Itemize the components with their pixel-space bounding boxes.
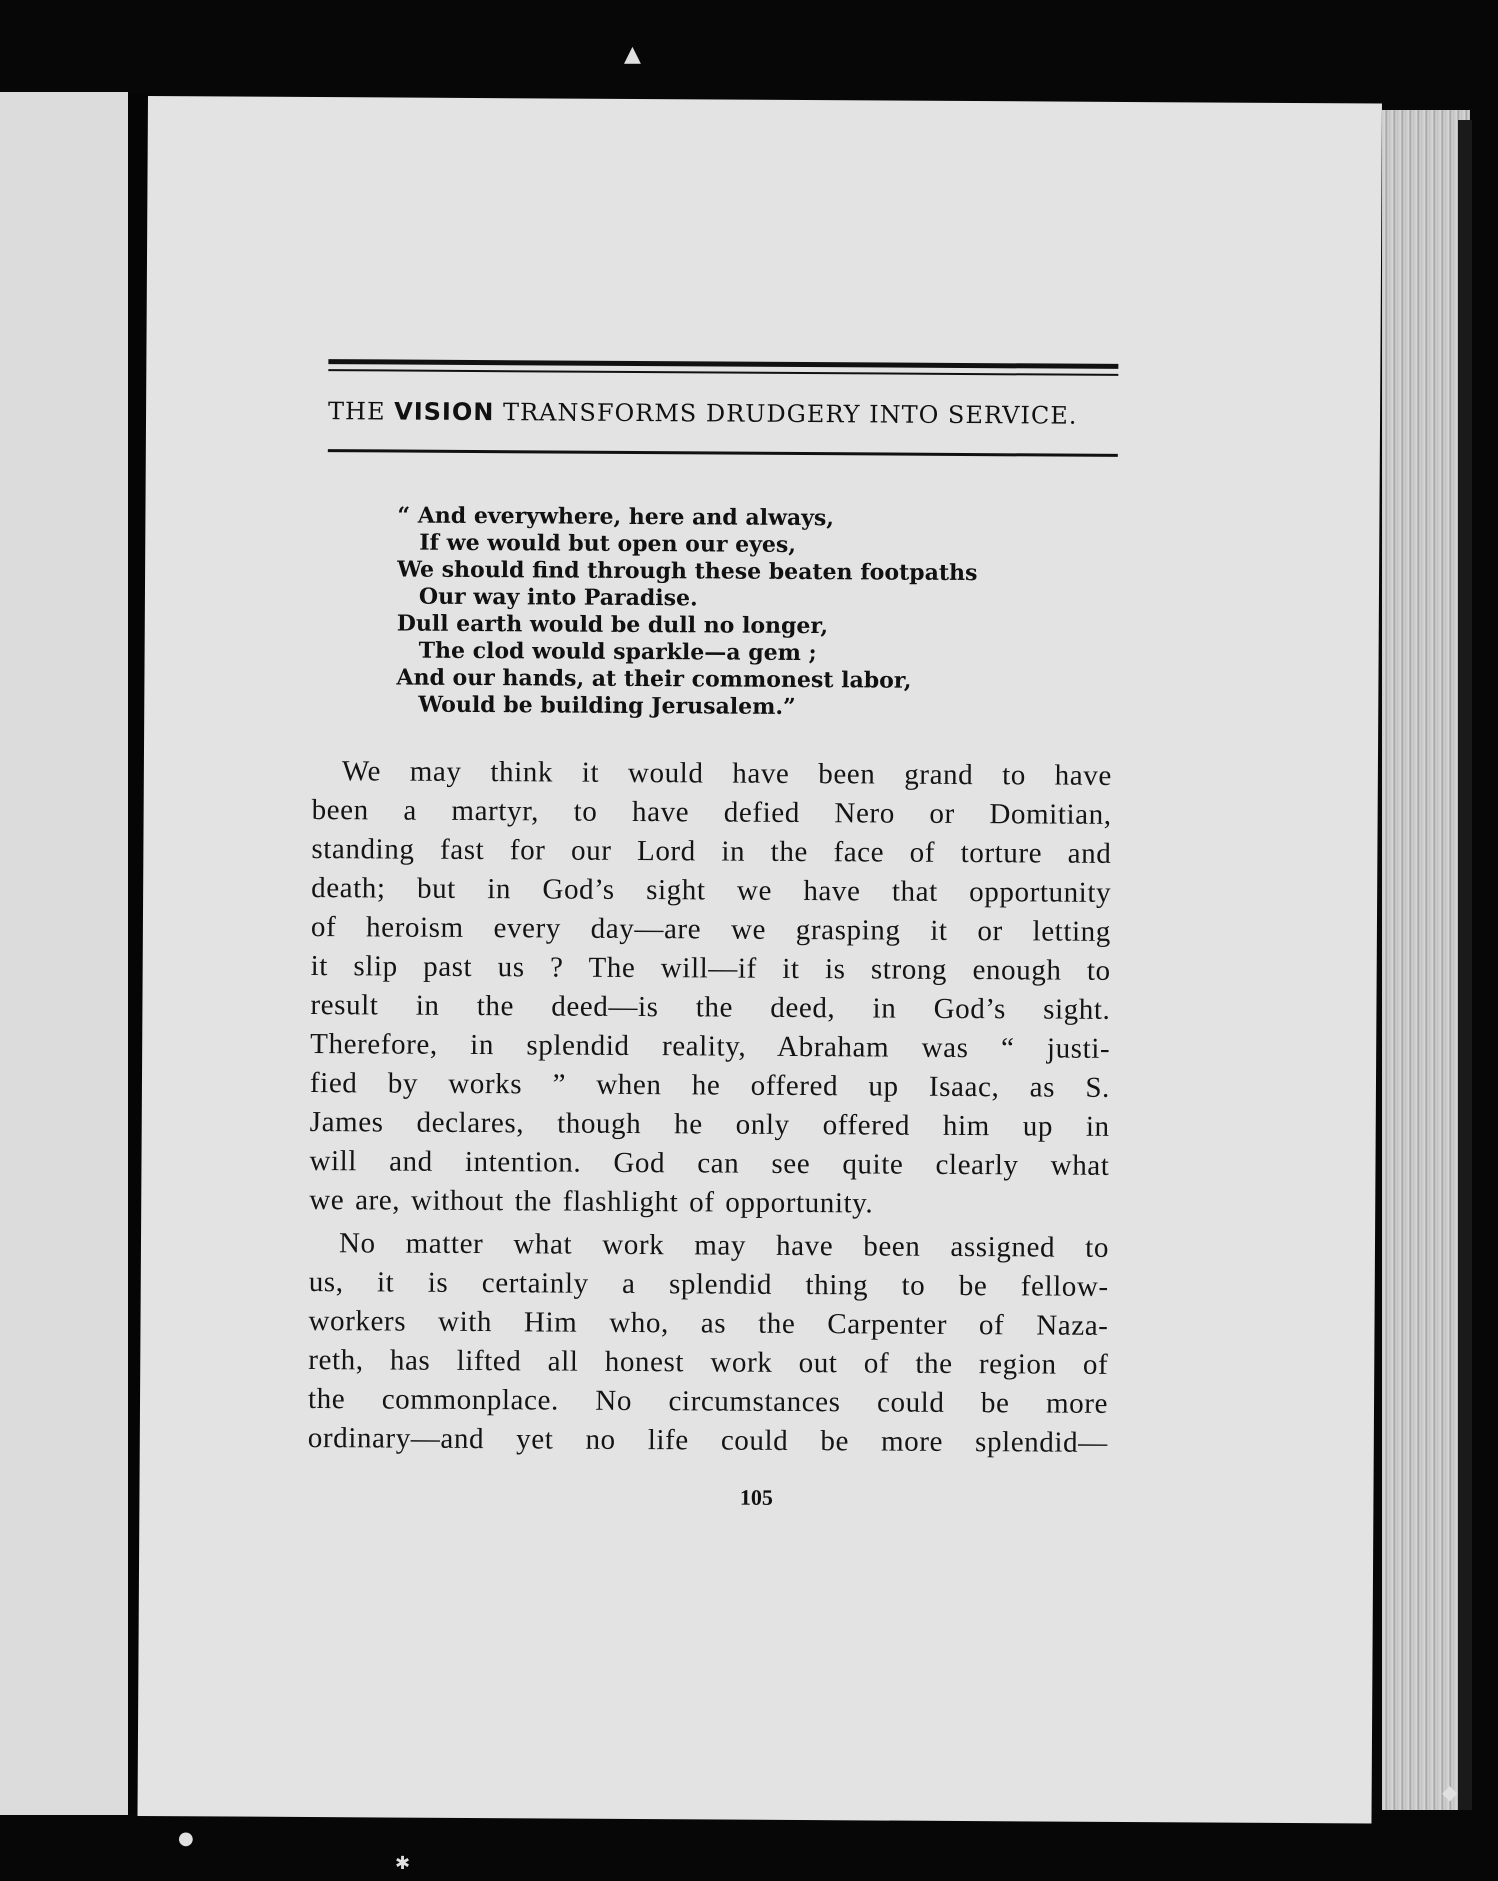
text-line: we are, without the flashlight of opportunity. [309, 1184, 874, 1220]
header-rule-bottom [328, 449, 1118, 457]
poem-line: “ And everywhere, here and always, [397, 502, 835, 532]
text-line: will and intention. God can see quite clearly what [309, 1145, 1110, 1182]
text-line: reth, has lifted all honest work out of the region of [308, 1344, 1109, 1381]
page-number: 105 [739, 1484, 774, 1510]
text-line: result in the deed—is the deed, in God’s sight. [310, 989, 1111, 1026]
poem-line: Our way into Paradise. [418, 583, 698, 612]
poem-line: And our hands, at their commonest labor, [396, 664, 912, 694]
text-line: ordinary—and yet no life could be more splendid— [307, 1422, 1108, 1459]
page-stack-edge [1382, 110, 1470, 1810]
paragraph [308, 1224, 1109, 1463]
poem-line: Would be building Jerusalem.” [418, 691, 796, 720]
text-line: us, it is certainly a splendid thing to be fellow- [308, 1266, 1109, 1303]
text-line: standing fast for our Lord in the face of torture and [311, 833, 1112, 870]
page-edge-shadow [1458, 120, 1472, 1810]
text-line: We may think it would have been grand to have [341, 755, 1112, 792]
scan-speck: ▲ [624, 42, 641, 67]
scan-speck: ✱ [395, 1853, 411, 1874]
header-rule-thick [328, 359, 1118, 369]
text-line: the commonplace. No circumstances could be more [307, 1383, 1109, 1420]
text-line: No matter what work may have been assigned to [338, 1227, 1110, 1264]
text-line: James declares, though he only offered him up in [309, 1106, 1110, 1143]
running-head [328, 397, 1118, 430]
poem-line: Dull earth would be dull no longer, [396, 610, 829, 640]
book-page [137, 96, 1381, 1824]
text-line: death; but in God’s sight we have that opportunity [311, 872, 1112, 909]
scan-speck: ● [178, 1828, 194, 1849]
running-head-post: TRANSFORMS DRUDGERY INTO SERVICE. [494, 398, 1078, 430]
header-rule-thin [328, 369, 1118, 376]
left-page-edge [0, 92, 128, 1815]
poem-line: We should find through these beaten footpaths [397, 556, 978, 587]
text-line: fied by works ” when he offered up Isaac, as S. [309, 1067, 1111, 1104]
poem-quotation [396, 503, 1047, 723]
text-line: of heroism every day—are we grasping it or letting [310, 911, 1112, 948]
paragraph [309, 752, 1112, 1225]
poem-line: The clod would sparkle—a gem ; [418, 637, 817, 667]
text-line: workers with Him who, as the Carpenter of Naza- [308, 1305, 1109, 1342]
scan-speck: ◆ [1442, 1780, 1458, 1804]
text-line: been a martyr, to have defied Nero or Domitian, [311, 794, 1112, 831]
text-line: Therefore, in splendid reality, Abraham was “ justi- [310, 1028, 1111, 1065]
running-head-bold: VISION [394, 397, 495, 427]
text-line: it slip past us ? The will—if it is strong enough to [310, 950, 1111, 987]
body-text [308, 752, 1112, 1463]
running-head-pre: THE [327, 397, 395, 426]
poem-line: If we would but open our eyes, [419, 529, 797, 558]
